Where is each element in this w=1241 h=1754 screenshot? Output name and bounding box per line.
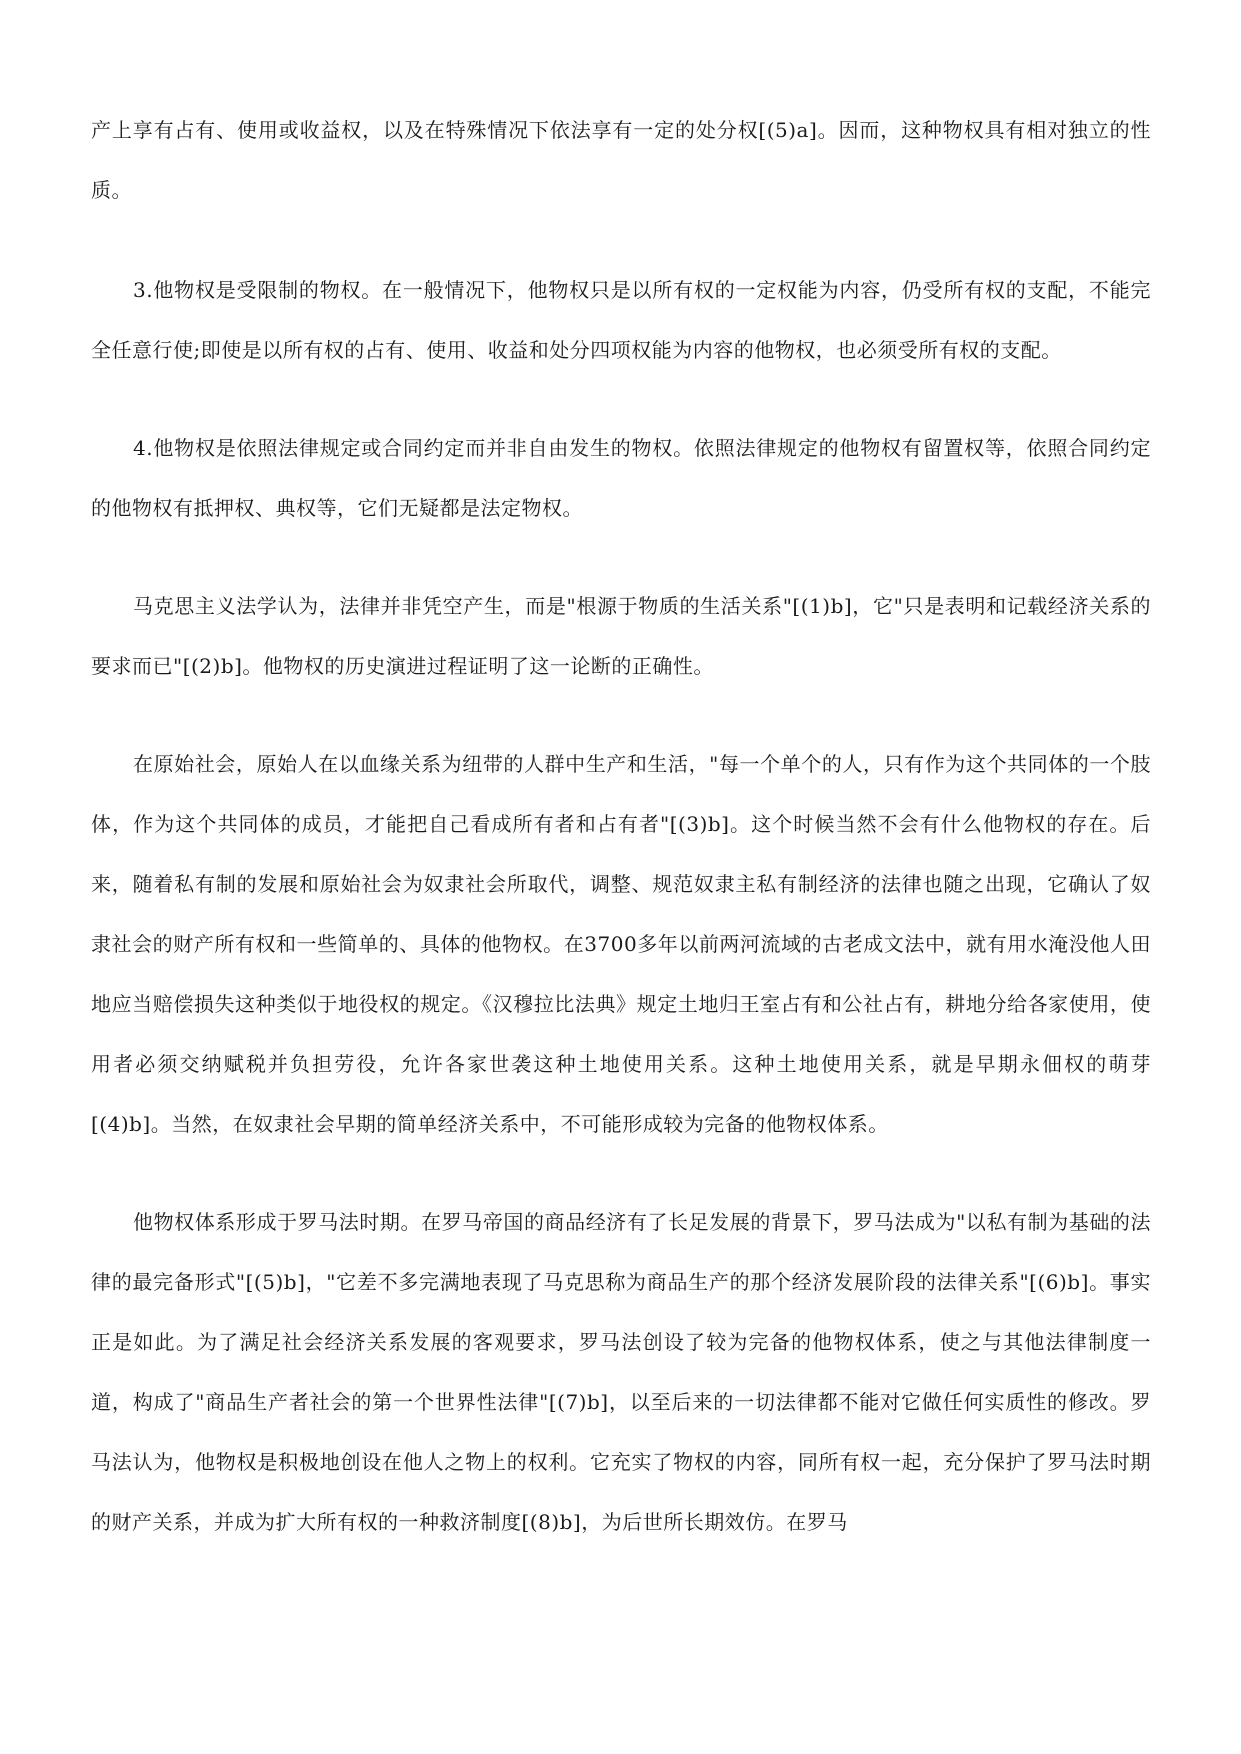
paragraph-item-3: 3.他物权是受限制的物权。在一般情况下，他物权只是以所有权的一定权能为内容，仍受所有权的支配，不能完全任意行使;即使是以所有权的占有、使用、收益和处分四项权能为内容的他物权，也必须受所有权的支配。 <box>91 278 1151 362</box>
paragraph-primitive-society: 在原始社会，原始人在以血缘关系为纽带的人群中生产和生活，"每一个单个的人，只有作为这个共同体的一个肢体，作为这个共同体的成员，才能把自己看成所有者和占有者"[(3)b]。这个时候当然不会有什么他物权的存在。后来，随着私有制的发展和原始社会为奴隶社会所取代，调整、规范奴隶主私有制经济的法律也随之出现，它确认了奴隶社会的财产所有权和一些简单的、具体的他物权。在3700多年以前两河流域的古老成文法中，就有用水淹没他人田地应当赔偿损失这种类似于地役权的规定。《汉穆拉比法典》规定土地归王室占有和公社占有，耕地分给各家使用，使用者必须交纳赋税并负担劳役，允许各家世袭这种土地使用关系。这种土地使用关系，就是早期永佃权的萌芽[(4)b]。当然，在奴隶社会早期的简单经济关系中，不可能形成较为完备的他物权体系。 <box>91 752 1151 1136</box>
paragraph-roman-law: 他物权体系形成于罗马法时期。在罗马帝国的商品经济有了长足发展的背景下，罗马法成为"以私有制为基础的法律的最完备形式"[(5)b]，"它差不多完满地表现了马克思称为商品生产的那个经济发展阶段的法律关系"[(6)b]。事实正是如此。为了满足社会经济关系发展的客观要求，罗马法创设了较为完备的他物权体系，使之与其他法律制度一道，构成了"商品生产者社会的第一个世界性法律"[(7)b]，以至后来的一切法律都不能对它做任何实质性的修改。罗马法认为，他物权是积极地创设在他人之物上的权利。它充实了物权的内容，同所有权一起，充分保护了罗马法时期的财产关系，并成为扩大所有权的一种救济制度[(8)b]，为后世所长期效仿。在罗马 <box>91 1210 1151 1534</box>
document-body <box>91 100 1151 1590</box>
paragraph-marxist-view: 马克思主义法学认为，法律并非凭空产生，而是"根源于物质的生活关系"[(1)b]，它"只是表明和记载经济关系的要求而已"[(2)b]。他物权的历史演进过程证明了这一论断的正确性。 <box>91 594 1151 678</box>
paragraph-continuation: 产上享有占有、使用或收益权，以及在特殊情况下依法享有一定的处分权[(5)a]。因而，这种物权具有相对独立的性质。 <box>91 118 1151 202</box>
paragraph-item-4: 4.他物权是依照法律规定或合同约定而并非自由发生的物权。依照法律规定的他物权有留置权等，依照合同约定的他物权有抵押权、典权等，它们无疑都是法定物权。 <box>91 436 1151 520</box>
